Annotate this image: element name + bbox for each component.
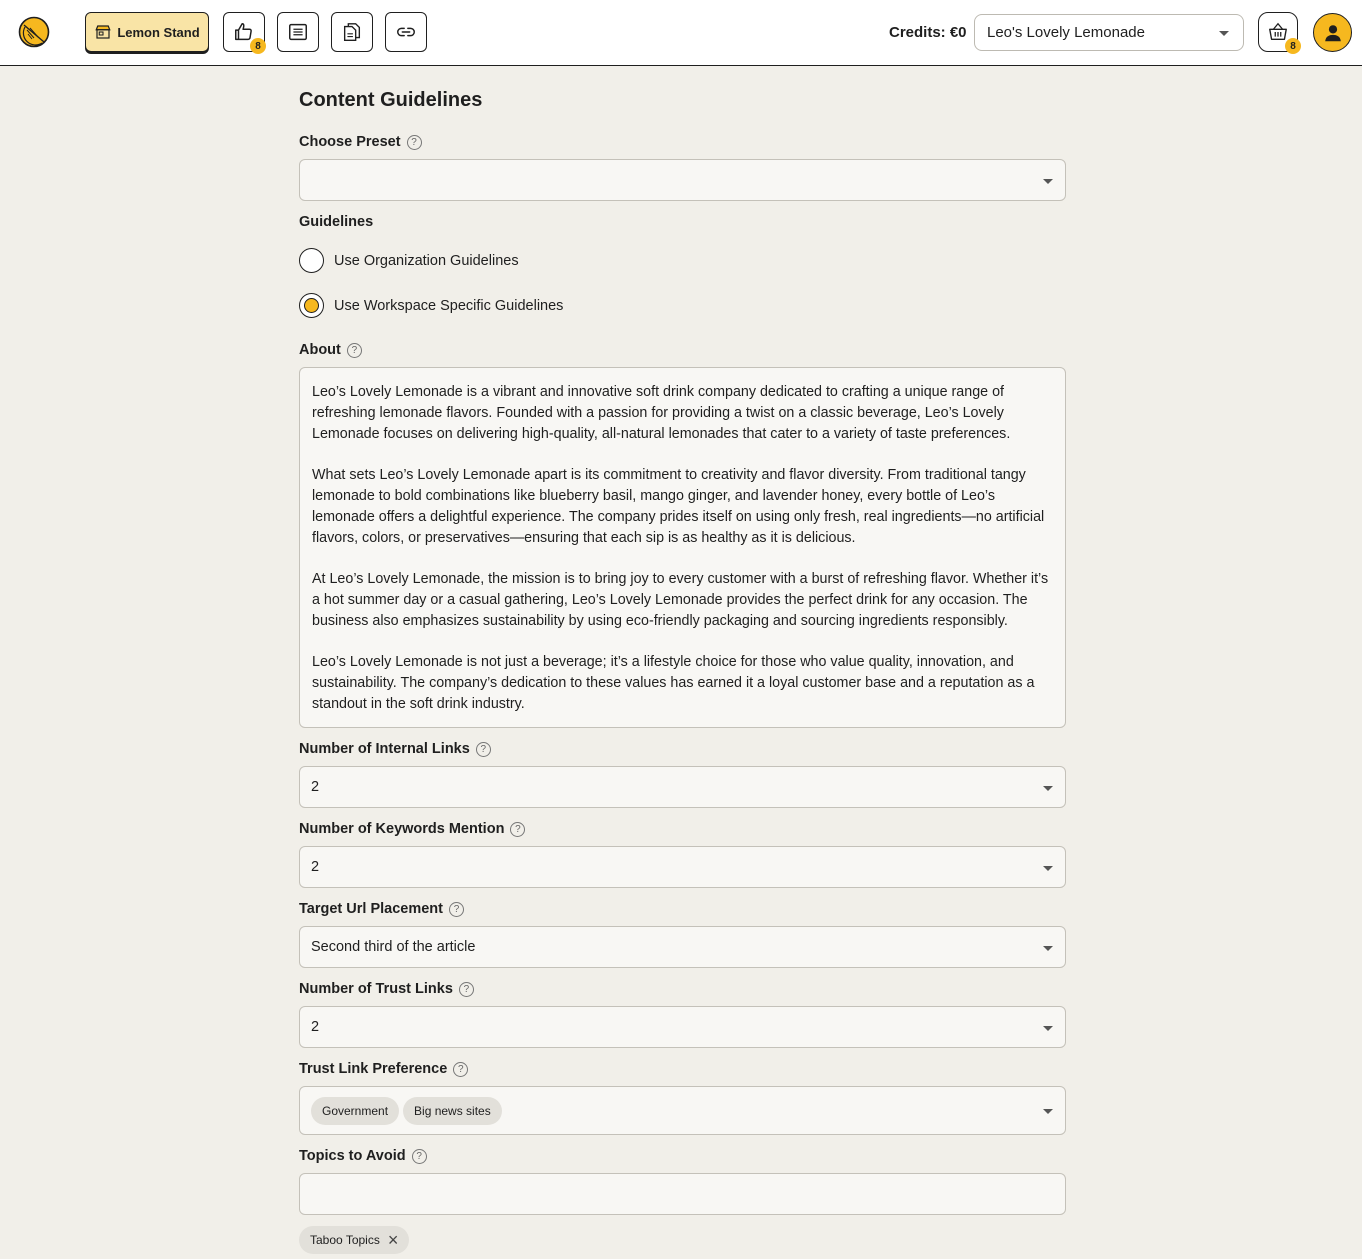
top-bar [0, 0, 1362, 66]
internal-links-select[interactable] [299, 766, 1066, 808]
about-paragraph: Leo’s Lovely Lemonade is not just a beverage; it’s a lifestyle choice for those who value quality, innovation, and sustainability. The company’s dedication to these values has earned it a loyal customer base and a reputation as a standout in the soft drink industry. [312, 654, 1035, 712]
list-button[interactable] [277, 12, 319, 52]
chevron-down-icon [1043, 946, 1053, 951]
store-icon [94, 23, 112, 41]
help-icon[interactable]: ? [453, 1062, 468, 1077]
keywords-label [299, 821, 525, 837]
trust-pref-multiselect[interactable] [299, 1086, 1066, 1135]
help-icon[interactable]: ? [449, 902, 464, 917]
target-url-value: Second third of the article [311, 939, 476, 955]
likes-button[interactable] [223, 12, 265, 52]
basket-icon [1267, 21, 1289, 43]
preset-select[interactable] [299, 159, 1066, 201]
workspace-select-value: Leo's Lovely Lemonade [987, 24, 1145, 41]
chip-government[interactable]: Government [311, 1097, 399, 1125]
guidelines-label [299, 214, 373, 230]
trust-links-select[interactable] [299, 1006, 1066, 1048]
lemon-logo-icon[interactable] [18, 16, 50, 48]
radio-label: Use Organization Guidelines [334, 252, 519, 269]
chevron-down-icon [1043, 179, 1053, 184]
keywords-label-text: Number of Keywords Mention [299, 821, 505, 837]
chevron-down-icon [1219, 31, 1229, 36]
about-paragraph: What sets Leo’s Lovely Lemonade apart is its commitment to creativity and flavor diversity. From traditional tangy lemonade to bold combinations like blueberry basil, mango ginger, and lavender honey, every bottle of Leo’s lemonade offers a delightful experience. The company prides itself on using only fresh, real ingredients—no artificial flavors, colors, or preservatives—ensuring that each sip is as healthy as it is delicious. [312, 467, 1045, 546]
preset-label-text: Choose Preset [299, 134, 401, 150]
help-icon[interactable]: ? [412, 1149, 427, 1164]
keywords-value: 2 [311, 859, 320, 875]
radio-workspace-guidelines[interactable] [299, 293, 563, 318]
page-title: Content Guidelines [299, 89, 483, 111]
chip-taboo-topics [299, 1226, 409, 1254]
link-icon [395, 21, 417, 43]
cart-button[interactable] [1258, 12, 1298, 52]
user-avatar[interactable] [1313, 13, 1352, 52]
preset-label [299, 134, 422, 150]
workspace-select[interactable] [974, 14, 1244, 51]
trust-links-label [299, 981, 474, 997]
chevron-down-icon [1043, 1026, 1053, 1031]
target-url-select[interactable] [299, 926, 1066, 968]
radio-label: Use Workspace Specific Guidelines [334, 297, 564, 314]
help-icon[interactable]: ? [347, 343, 362, 358]
chevron-down-icon [1043, 866, 1053, 871]
about-label-text: About [299, 342, 341, 358]
internal-links-value: 2 [311, 779, 320, 795]
topics-label-text: Topics to Avoid [299, 1148, 406, 1164]
links-button[interactable] [385, 12, 427, 52]
trust-links-label-text: Number of Trust Links [299, 981, 453, 997]
cart-badge: 8 [1285, 38, 1301, 54]
close-icon[interactable]: × [387, 1230, 399, 1250]
radio-button[interactable] [299, 248, 324, 273]
internal-links-label-text: Number of Internal Links [299, 741, 470, 757]
topics-chip-list [299, 1226, 413, 1254]
lemon-stand-label: Lemon Stand [117, 24, 200, 40]
chip-big-news-sites[interactable]: Big news sites [403, 1097, 502, 1125]
likes-badge: 8 [250, 38, 266, 54]
internal-links-label [299, 741, 491, 757]
about-textarea[interactable] [299, 367, 1066, 728]
radio-button-selected[interactable] [299, 293, 324, 318]
help-icon[interactable]: ? [407, 135, 422, 150]
topics-label [299, 1148, 427, 1164]
help-icon[interactable]: ? [476, 742, 491, 757]
lemon-stand-button[interactable] [85, 12, 209, 52]
list-icon [287, 21, 309, 43]
chevron-down-icon [1043, 1109, 1053, 1114]
guidelines-label-text: Guidelines [299, 214, 374, 230]
about-label [299, 342, 362, 358]
trust-pref-label-text: Trust Link Preference [299, 1061, 448, 1077]
help-icon[interactable]: ? [510, 822, 525, 837]
target-url-label [299, 901, 464, 917]
about-paragraph: At Leo’s Lovely Lemonade, the mission is to bring joy to every customer with a burst of refreshing flavor. Whether it’s a hot summer day or a casual gathering, Leo’s Lovely Lemonade provides the perfect drink for any occasion. The business also emphasizes sustainability by using eco-friendly packaging and sourcing ingredients responsibly. [312, 571, 1049, 629]
keywords-select[interactable] [299, 846, 1066, 888]
topics-input[interactable] [299, 1173, 1066, 1215]
trust-pref-label [299, 1061, 468, 1077]
documents-button[interactable] [331, 12, 373, 52]
documents-icon [341, 21, 363, 43]
target-url-label-text: Target Url Placement [299, 901, 443, 917]
chip-label: Taboo Topics [310, 1233, 380, 1247]
radio-organization-guidelines[interactable] [299, 248, 519, 273]
trust-links-value: 2 [311, 1019, 320, 1035]
user-icon [1322, 22, 1344, 44]
about-paragraph: Leo’s Lovely Lemonade is a vibrant and innovative soft drink company dedicated to crafting a unique range of refreshing lemonade flavors. Founded with a passion for providing a twist on a classic beverage, Leo’s Lovely Lemonade focuses on delivering high-quality, all-natural lemonades that cater to a variety of taste preferences. [312, 384, 1011, 442]
help-icon[interactable]: ? [459, 982, 474, 997]
chevron-down-icon [1043, 786, 1053, 791]
credits-display: Credits: €0 [889, 24, 967, 41]
